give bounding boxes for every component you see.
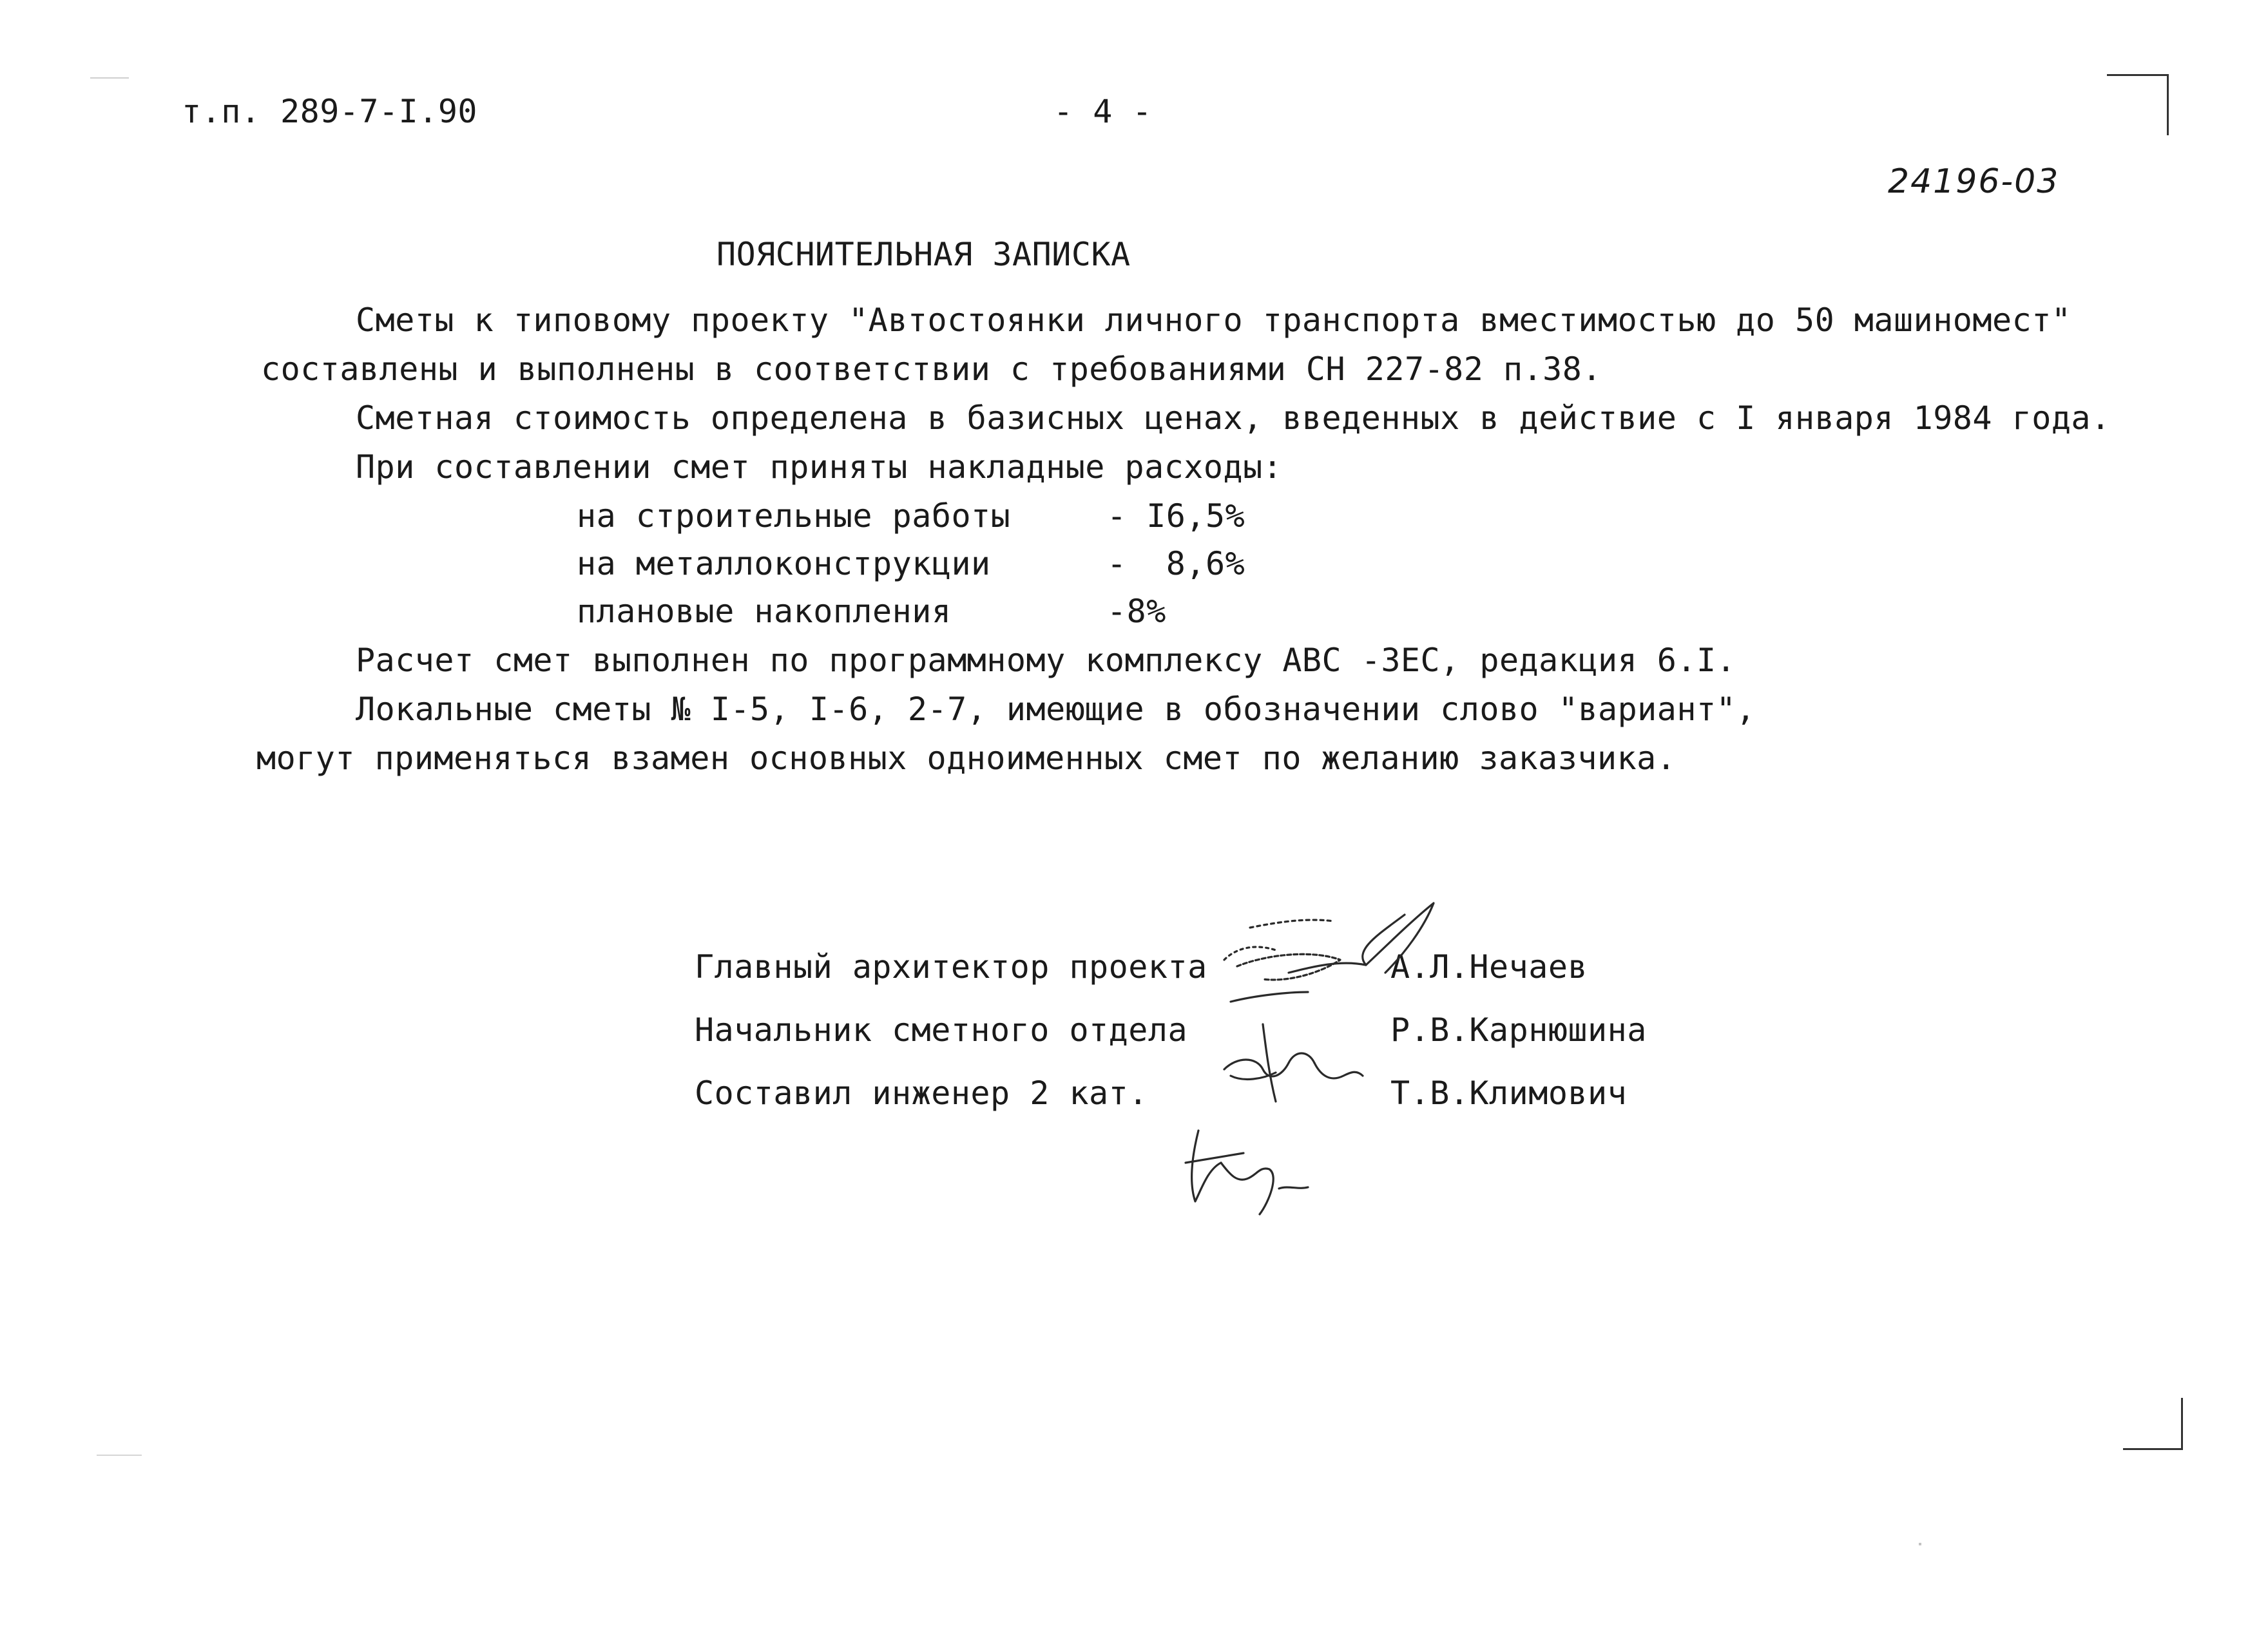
signature-role-engineer: Составил инженер 2 кат.: [695, 1074, 1148, 1112]
signature-name-estimate-head: Р.В.Карнюшина: [1390, 1011, 1647, 1049]
body-line-7: могут применяться взамен основных одноименных смет по желанию заказчика.: [256, 740, 1677, 777]
corner-mark-bottom-right-h: [2123, 1448, 2183, 1450]
body-line-1: Сметы к типовому проекту "Автостоянки личного транспорта вместимостью до 50 машиномест": [356, 301, 2071, 339]
doc-code: т.п. 289-7-I.90: [182, 93, 478, 130]
signature-role-chief-architect: Главный архитектор проекта: [695, 948, 1207, 986]
body-line-4: При составлении смет приняты накладные расходы:: [356, 448, 1283, 486]
signature-role-estimate-head: Начальник сметного отдела: [695, 1011, 1188, 1049]
body-line-5: Расчет смет выполнен по программному комплексу АВС -ЗЕС, редакция 6.I.: [356, 642, 1736, 679]
scan-speck: [90, 77, 129, 79]
handwritten-signature-3: [1173, 1118, 1327, 1234]
handwritten-signature-1: [1211, 889, 1469, 1018]
signature-name-engineer: Т.В.Климович: [1390, 1074, 1628, 1112]
rate-value-metal: - 8,6%: [1107, 545, 1245, 582]
signature-name-chief-architect: А.Л.Нечаев: [1390, 948, 1588, 986]
rate-value-planned: -8%: [1107, 593, 1166, 630]
scan-speck: [97, 1455, 142, 1456]
corner-mark-top-right-h: [2107, 74, 2168, 76]
handwritten-doc-number: 24196-03: [1888, 162, 2060, 201]
scan-speck: [1919, 1543, 1921, 1545]
rate-label-planned: плановые накопления: [577, 593, 952, 630]
page-number: - 4 -: [1053, 93, 1153, 130]
handwritten-signature-2: [1205, 1011, 1372, 1114]
body-line-3: Сметная стоимость определена в базисных ценах, введенных в действие с I января 1984 года.: [356, 399, 2111, 437]
corner-mark-top-right-v: [2167, 74, 2169, 135]
body-line-2: составлены и выполнены в соответствии с требованиями СН 227-82 п.38.: [261, 350, 1602, 388]
body-line-6: Локальные сметы № I-5, I-6, 2-7, имеющие в обозначении слово "вариант",: [356, 691, 1756, 728]
page-title: ПОЯСНИТЕЛЬНАЯ ЗАПИСКА: [716, 236, 1131, 273]
rate-label-construction: на строительные работы: [577, 497, 1011, 535]
rate-value-construction: - I6,5%: [1107, 497, 1245, 535]
rate-label-metal: на металлоконструкции: [577, 545, 991, 582]
corner-mark-bottom-right-v: [2181, 1398, 2183, 1449]
